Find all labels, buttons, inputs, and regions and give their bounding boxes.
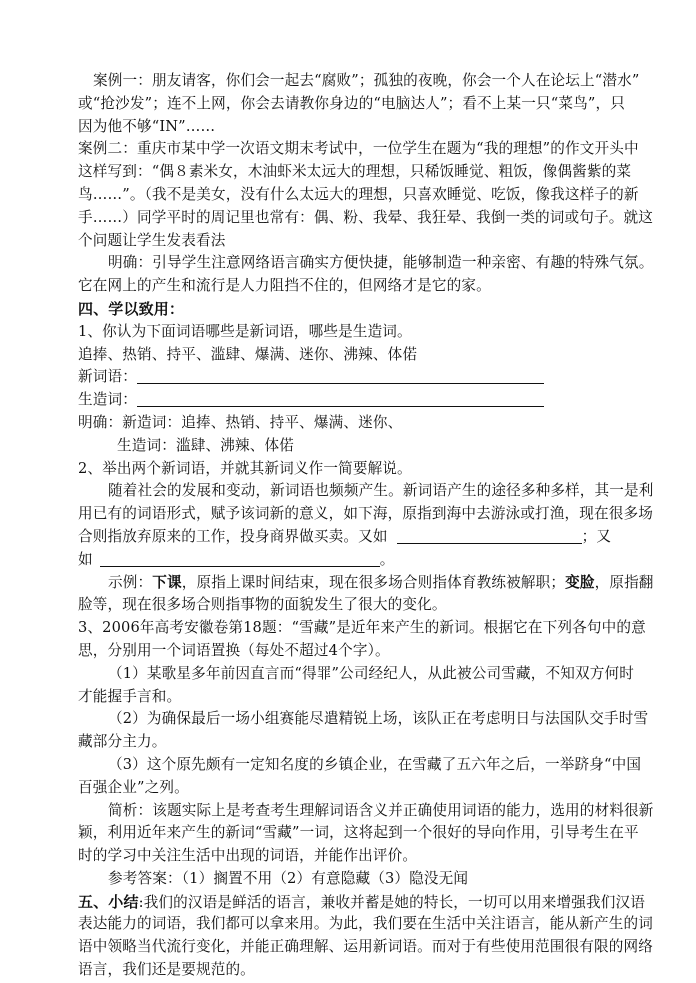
text-line: （1）某歌星多年前因直言而“得罪”公司经纪人，从此被公司雪藏，不知双方何时 <box>108 664 634 682</box>
text-line: 表达能力的词语，我们都可以拿来用。为此，我们要在生活中关注语言，能从新产生的词 <box>78 915 654 933</box>
case-two <box>78 138 654 252</box>
case-one <box>78 70 640 138</box>
text-line: （2）为确保最后一场小组赛能尽遣精锐上场，该队正在考虑明日与法国队交手时雪 <box>108 710 649 728</box>
fill-in-row <box>78 549 626 572</box>
text-line: 因为他不够“IN”…… <box>78 117 216 135</box>
sentence-one <box>78 663 634 709</box>
text-segment: ，原指上课时间结束，现在很多场合则指体育教练被解职； <box>181 573 566 591</box>
text-segment: 我们的汉语是鲜活的语言，兼收并蓄是她的特长，一切可以用来增强我们汉语 <box>143 893 645 911</box>
word-list: 追捧、热销、持平、滥肆、爆满、迷你、沸辣、体偌 <box>78 345 418 363</box>
text-segment: ；又 <box>581 527 612 545</box>
text-line: 思，分别用一个词语置换（每处不超过4个字）。 <box>78 641 390 659</box>
text-segment: 合则指放弃原来的工作，投身商界做买卖。又如 <box>78 527 388 545</box>
text-segment: ，原指翻 <box>594 573 654 591</box>
text-line: 随着社会的发展和变动，新词语也频频产生。新词语产生的途径多种多样，其一是利 <box>108 482 654 500</box>
coined-words-answer-row <box>78 389 626 412</box>
fill-in-blank <box>100 551 380 567</box>
text-line: 3、2006年高考安徽卷第18题：“雪藏”是近年来产生的新词。根据它在下列各句中的意 <box>78 619 646 637</box>
text-line: 才能握手言和。 <box>78 687 182 705</box>
text-line: 个问题让学生发表看法 <box>78 231 226 249</box>
new-words-answer-row <box>78 366 626 389</box>
section-four-heading: 四、学以致用： <box>78 299 185 318</box>
sentence-two <box>78 708 649 754</box>
text-segment: 如 <box>78 550 93 568</box>
text-line: 颖，利用近年来产生的新词“雪藏”一词，这将起到一个很好的导向作用，引导考生在平 <box>78 824 639 842</box>
example-term: 变脸 <box>565 573 595 591</box>
question-three <box>78 617 646 663</box>
text-line: 语中领略当代流行变化，并能正确理解、运用新词语。而对于有些使用范围很有限的网络 <box>78 938 654 956</box>
text-line: 百强企业”之列。 <box>78 778 189 796</box>
text-line: 案例二：重庆市某中学一次语文期末考试中，一位学生在题为“我的理想”的作文开头中 <box>78 140 639 158</box>
text-line: 用已有的词语形式，赋予该词新的意义，如下海，原指到海中去游泳或打渔，现在很多场 <box>78 505 654 523</box>
text-line: 简析：该题实际上是考查考生理解词语含义并正确使用词语的能力，选用的材料很新 <box>108 801 654 819</box>
new-words-paragraph <box>78 480 654 571</box>
example-term: 下课 <box>152 573 182 591</box>
answer-new-words: 明确：新造词：追捧、热销、持平、爆满、迷你、 <box>78 413 403 431</box>
text-segment: : <box>138 893 144 911</box>
example <box>78 572 654 618</box>
text-line: 鸟……”。（我不是美女，没有什么太远大的理想，只喜欢睡觉、吃饭，像我这样子的新 <box>78 185 639 203</box>
section-five <box>78 891 654 982</box>
text-line: 案例一：朋友请客，你们会一起去“腐败”；孤独的夜晚，你会一个人在论坛上“潜水” <box>93 72 640 89</box>
coined-words-label: 生造词： <box>78 391 137 409</box>
question-one: 1、你认为下面词语哪些是新词语，哪些是生造词。 <box>78 322 412 340</box>
text-line: 时的学习中关注生活中出现的词语，并能作出评价。 <box>78 847 418 865</box>
analysis <box>78 800 654 868</box>
text-segment: 。 <box>379 550 395 568</box>
coined-words-blank <box>137 391 544 407</box>
fill-in-row <box>78 526 626 549</box>
answer-coined-words: 生造词：滥肆、沸辣、体偌 <box>117 436 294 454</box>
new-words-label: 新词语： <box>78 368 137 386</box>
text-line: 或“抢沙发”；连不上网，你会去请教你身边的“电脑达人”；看不上某一只“菜鸟”，只 <box>78 94 625 112</box>
example-line <box>78 572 654 595</box>
document-page <box>78 70 654 982</box>
text-line: 它在网上的产生和流行是人力阻挡不住的，但网络才是它的家。 <box>78 277 491 295</box>
new-words-blank <box>137 368 544 384</box>
text-line: 脸等，现在很多场合则指事物的面貌发生了很大的变化。 <box>78 596 447 614</box>
reference-answer: 参考答案：（1）搁置不用（2）有意隐藏（3）隐没无闻 <box>108 869 469 887</box>
question-two: 2、举出两个新词语，并就其新词义作一简要解说。 <box>78 459 412 477</box>
clarification-one <box>78 252 654 298</box>
section-five-heading: 五、小结 <box>78 892 139 911</box>
text-line: 藏部分主力。 <box>78 733 167 751</box>
fill-in-blank <box>397 528 582 544</box>
text-line: （3）这个原先颇有一定知名度的乡镇企业，在雪藏了五六年之后，一举跻身“中国 <box>108 755 642 773</box>
text-line: 明确：引导学生注意网络语言确实方便快捷，能够制造一种亲密、有趣的特殊气氛。 <box>108 254 654 272</box>
text-line: 这样写到：“偶８素米女，木油虾米太远大的理想，只稀饭睡觉、粗饭，像偶酱紫的菜 <box>78 163 632 181</box>
text-line: 手……）同学平时的周记里也常有：偶、粉、我晕、我狂晕、我倒一类的词或句子。就这 <box>78 208 654 226</box>
sentence-three <box>78 754 642 800</box>
section-five-first-line <box>78 891 645 914</box>
text-segment: 示例： <box>108 573 153 591</box>
text-line: 语言，我们还是要规范的。 <box>78 961 255 979</box>
